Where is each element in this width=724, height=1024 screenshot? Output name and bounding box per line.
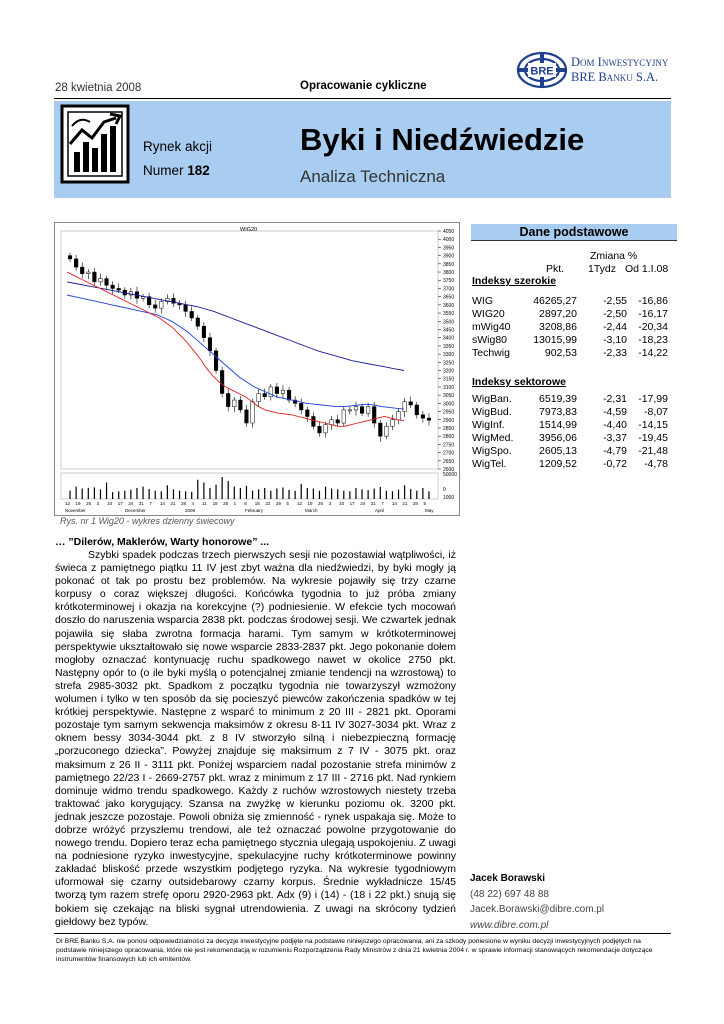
candle-body	[245, 410, 249, 423]
month-label: December	[125, 508, 146, 513]
volume-bar	[76, 487, 77, 499]
volume-bar	[386, 491, 387, 499]
volume-bar	[368, 490, 369, 499]
index-pkt: 46265,27	[533, 295, 577, 307]
date-tick-label: 26	[86, 501, 92, 506]
index-y: -16,17	[638, 308, 668, 320]
volume-bar	[222, 477, 223, 499]
candle-body	[220, 371, 224, 394]
candle-body	[196, 318, 200, 326]
candle-body	[202, 326, 206, 337]
wig20-candlestick-chart	[55, 223, 459, 515]
volume-bar	[410, 489, 411, 499]
author-name: Jacek Borawski	[470, 873, 546, 884]
volume-bar	[301, 484, 302, 499]
date-tick-label: 28	[412, 501, 418, 506]
candle-body	[80, 267, 84, 274]
volume-bar	[228, 481, 229, 499]
candle-body	[378, 423, 382, 436]
brand-line2: BRE Banku S.A.	[571, 70, 659, 84]
price-tick-label: 3100	[443, 384, 455, 391]
date-tick-label: 12	[296, 501, 302, 506]
volume-bar	[343, 491, 344, 499]
price-tick-label: 2600	[443, 467, 455, 473]
volume-bar	[337, 489, 338, 499]
index-w: -3,10	[603, 334, 627, 346]
price-tick-label: 3650	[443, 294, 455, 301]
wig20-chart-frame	[54, 222, 460, 516]
date-tick-label: 26	[318, 501, 324, 506]
brand-name	[571, 55, 668, 85]
index-name: WigBan.	[472, 393, 512, 405]
volume-bar	[112, 492, 113, 499]
candle-body	[312, 416, 316, 426]
date-tick-label: 3	[328, 501, 332, 506]
index-pkt: 1209,52	[539, 458, 577, 470]
index-row	[472, 458, 668, 471]
date-tick-label: 14	[391, 501, 397, 506]
volume-bar	[252, 491, 253, 499]
price-tick-label: 3050	[443, 393, 455, 400]
article-body	[55, 549, 456, 929]
index-row	[472, 308, 668, 321]
article-heading: … ”Dilerów, Maklerów, Warty honorowe” ...	[55, 536, 270, 548]
col-header-week: 1Tydz	[588, 263, 617, 275]
issue-number-label: Numer	[143, 163, 184, 178]
price-tick-label: 4050	[443, 229, 455, 235]
volume-bar	[422, 488, 423, 499]
candle-body	[257, 393, 261, 401]
index-row	[472, 347, 668, 360]
volume-bar	[130, 490, 131, 499]
date-tick-label: 25	[223, 501, 229, 506]
candle-body	[86, 272, 90, 274]
price-tick-label: 3250	[443, 360, 455, 367]
index-w: -2,31	[603, 393, 627, 405]
index-row	[472, 295, 668, 308]
candle-body	[330, 420, 334, 425]
volume-bar	[404, 485, 405, 499]
date-tick-label: 7	[149, 501, 152, 506]
date-tick-label: 15	[254, 501, 260, 506]
candle-body	[99, 279, 103, 282]
month-label: November	[65, 508, 86, 513]
page-subtitle: Analiza Techniczna	[300, 167, 446, 186]
date-tick-label: 24	[128, 501, 134, 506]
wide-indices-title: Indeksy szerokie	[472, 275, 557, 287]
price-tick-label: 3750	[443, 278, 455, 285]
candle-body	[251, 402, 255, 423]
volume-bar	[349, 491, 350, 499]
date-tick-label: 14	[159, 501, 165, 506]
volume-bar	[209, 488, 210, 499]
date-tick-label: 8	[244, 501, 247, 506]
price-tick-label: 3700	[443, 286, 455, 293]
author-block	[470, 871, 604, 933]
index-pkt: 6519,39	[539, 393, 577, 405]
index-name: WIG	[472, 295, 493, 307]
index-y: -18,23	[638, 334, 668, 346]
candle-body	[372, 407, 376, 423]
volume-bar	[331, 489, 332, 499]
candle-body	[427, 418, 431, 420]
date-tick-label: 7	[381, 501, 384, 506]
candle-body	[385, 426, 389, 436]
index-y: -16,86	[638, 295, 668, 307]
volume-bar	[325, 487, 326, 499]
index-name: WigSpo.	[472, 445, 512, 457]
index-pkt: 3956,06	[539, 432, 577, 444]
volume-bar	[215, 485, 216, 499]
date-tick-label: 4	[191, 501, 195, 506]
svg-text:BRE: BRE	[530, 65, 554, 78]
volume-bar	[167, 485, 168, 499]
price-tick-label: 3600	[443, 302, 455, 309]
candle-body	[159, 302, 163, 309]
price-tick-label: 2900	[443, 417, 455, 424]
volume-plot-area	[61, 473, 438, 499]
volume-bar	[361, 489, 362, 499]
candle-body	[275, 387, 279, 394]
candle-body	[391, 420, 395, 427]
price-tick-label: 2800	[443, 434, 455, 441]
index-name: WigInf.	[472, 419, 505, 431]
index-pkt: 2897,20	[539, 308, 577, 320]
section-label: Rynek akcji	[143, 139, 213, 154]
volume-bar	[142, 487, 143, 499]
sector-indices-title: Indeksy sektorowe	[472, 376, 566, 388]
bull-bear-emblem-icon	[60, 104, 130, 184]
index-y: -17,99	[638, 393, 668, 405]
candle-body	[190, 311, 194, 318]
volume-bar	[288, 490, 289, 499]
col-header-ytd: Od 1.I.08	[625, 263, 669, 275]
volume-bar	[276, 489, 277, 499]
candle-body	[415, 405, 419, 415]
price-tick-label: 2650	[443, 458, 455, 465]
volume-bar	[197, 480, 198, 499]
candle-body	[93, 272, 97, 282]
price-tick-label: 3200	[443, 368, 455, 375]
candle-body	[214, 351, 218, 371]
date-tick-label: 11	[202, 501, 207, 506]
price-tick-label: 3300	[443, 352, 455, 359]
volume-bar	[380, 487, 381, 499]
date-tick-label: 5	[423, 501, 426, 506]
volume-bar	[118, 491, 119, 499]
volume-bar	[240, 488, 241, 499]
index-y: -19,45	[638, 432, 668, 444]
index-pkt: 1514,99	[539, 419, 577, 431]
candle-body	[287, 390, 291, 400]
candle-body	[208, 338, 212, 351]
price-tick-label: 2850	[443, 425, 455, 432]
date-tick-label: 10	[339, 501, 345, 506]
index-y: -21,48	[638, 445, 668, 457]
candle-body	[342, 410, 346, 423]
candle-body	[263, 393, 267, 396]
index-pkt: 7973,83	[539, 406, 577, 418]
col-header-pkt: Pkt.	[546, 263, 565, 275]
volume-bar	[94, 487, 95, 499]
candle-body	[409, 402, 413, 405]
index-w: -4,40	[603, 419, 627, 431]
issue-number-value: 182	[187, 163, 210, 178]
price-tick-label: 3550	[443, 311, 455, 318]
candle-body	[105, 279, 109, 286]
volume-bar	[234, 487, 235, 499]
price-tick-label: 2700	[443, 450, 455, 457]
index-y: -8,07	[644, 406, 668, 418]
index-name: sWig80	[472, 334, 508, 346]
date-tick-label: 21	[170, 501, 176, 506]
index-name: WigTel.	[472, 458, 507, 470]
website-link[interactable]: www.dibre.com.pl	[470, 919, 549, 931]
candle-body	[366, 407, 370, 414]
index-name: WigBud.	[472, 406, 512, 418]
price-tick-label: 3950	[443, 245, 455, 252]
volume-bar	[82, 489, 83, 499]
volume-bar	[398, 490, 399, 499]
date-tick-label: 31	[138, 501, 144, 506]
volume-bar	[179, 491, 180, 499]
index-name: Techwig	[472, 347, 510, 359]
date-tick-label: 24	[360, 501, 366, 506]
index-row	[472, 406, 668, 419]
index-y: -14,15	[638, 419, 668, 431]
date-tick-label: 17	[349, 501, 355, 506]
index-w: -4,79	[603, 445, 627, 457]
volume-bar	[246, 486, 247, 499]
issue-number	[143, 163, 210, 178]
volume-bar	[173, 489, 174, 499]
date-tick-label: 17	[117, 501, 123, 506]
volume-bar	[185, 491, 186, 499]
data-panel-header: Dane podstawowe	[471, 224, 677, 241]
volume-bar	[264, 488, 265, 499]
chart-title: WIG20	[240, 227, 258, 233]
change-header: Zmiana %	[590, 250, 638, 262]
volume-bar	[136, 488, 137, 499]
candle-body	[403, 402, 407, 412]
index-w: -2,33	[603, 347, 627, 359]
volume-bar	[355, 488, 356, 499]
brand-line1: Dom Inwestycyjny	[571, 55, 669, 69]
volume-bar	[88, 488, 89, 499]
candle-body	[232, 400, 236, 407]
index-name: WIG20	[472, 308, 505, 320]
date-tick-label: 3	[96, 501, 100, 506]
volume-bar	[161, 491, 162, 499]
volume-bar	[258, 489, 259, 499]
candle-body	[360, 407, 364, 414]
author-email[interactable]: Jacek.Borawski@dibre.com.pl	[470, 904, 605, 915]
volume-bar	[100, 489, 101, 499]
date-tick-label: 19	[307, 501, 313, 506]
month-label: February	[245, 508, 264, 513]
price-tick-label: 3350	[443, 343, 455, 350]
index-w: -2,44	[603, 321, 627, 333]
volume-bar	[191, 492, 192, 499]
index-y: -14,22	[638, 347, 668, 359]
report-date: 28 kwietnia 2008	[55, 82, 142, 94]
index-row	[472, 419, 668, 432]
price-tick-label: 3900	[443, 253, 455, 260]
volume-tick-label: 0	[443, 487, 446, 493]
volume-bar	[106, 483, 107, 500]
candle-body	[318, 426, 322, 433]
index-w: -0,72	[603, 458, 627, 470]
index-name: mWig40	[472, 321, 511, 333]
month-label: 2008	[185, 508, 196, 513]
price-tick-label: 3000	[443, 401, 455, 408]
volume-bar	[295, 491, 296, 499]
candle-body	[397, 412, 401, 420]
index-pkt: 13015,99	[533, 334, 577, 346]
index-pkt: 2605,13	[539, 445, 577, 457]
author-phone: (48 22) 697 48 88	[470, 888, 549, 900]
index-w: -2,50	[603, 308, 627, 320]
index-y: -20,34	[638, 321, 668, 333]
month-label: May	[425, 508, 434, 513]
candle-body	[111, 285, 115, 288]
price-tick-label: 3450	[443, 327, 455, 334]
header-rule	[54, 98, 671, 99]
date-tick-label: 10	[107, 501, 113, 506]
index-row	[472, 445, 668, 458]
candle-body	[153, 305, 157, 308]
volume-bar	[374, 489, 375, 499]
index-row	[472, 393, 668, 406]
candle-body	[269, 387, 273, 397]
volume-bar	[155, 491, 156, 499]
date-tick-label: 12	[65, 501, 71, 506]
volume-bar	[319, 491, 320, 499]
candle-body	[305, 410, 309, 417]
date-tick-label: 31	[370, 501, 376, 506]
candle-body	[348, 410, 352, 411]
volume-bar	[416, 491, 417, 499]
footer-rule	[54, 933, 671, 934]
volume-tick-label: 50000	[443, 472, 457, 478]
candle-body	[184, 305, 188, 312]
volume-bar	[203, 483, 204, 500]
volume-bar	[124, 491, 125, 499]
price-tick-label: 2950	[443, 409, 455, 416]
date-tick-label: 29	[275, 501, 281, 506]
candle-body	[354, 407, 358, 410]
index-w: -2,55	[603, 295, 627, 307]
candle-body	[324, 425, 328, 433]
candle-body	[336, 420, 340, 423]
date-tick-label: 5	[286, 501, 289, 506]
price-tick-label: 3400	[443, 335, 455, 342]
month-label: April	[375, 508, 385, 513]
index-y: -4,78	[644, 458, 668, 470]
price-tick-label: 3800	[443, 270, 455, 277]
candle-body	[226, 393, 230, 406]
index-row	[472, 334, 668, 347]
disclaimer: DI BRE Banku S.A. nie ponosi odpowiedzialności za decyzje inwestycyjne podjęte na podstawie niniejszego opracowania, ani za szkody poniesione w wyniku decyzji inwestycyjnych podjętych na podstawie niniejszego opracowania, które nie jest rekomendacją w rozumieniu Rozporządzenia Rady Ministrów z dnia 21 kwietnia 2004 r. w sprawie informacji stanowiących rekomendacje dotyczące instrumentów finansowych lub ich emitentów.	[56, 938, 653, 963]
index-w: -4,59	[603, 406, 627, 418]
candle-body	[239, 400, 243, 410]
bre-logo-icon	[516, 50, 568, 90]
page-title: Byki i Niedźwiedzie	[300, 122, 585, 157]
index-pkt: 3208,86	[539, 321, 577, 333]
chart-caption: Rys. nr 1 Wig20 - wykres dzienny świecowy	[60, 516, 235, 526]
article-paragraph: Szybki spadek podczas trzech pierwszych sesji nie pozostawiał wątpliwości, iż świeca z pamiętnego piątku 11 IV jest zbyt ważna dla niedźwiedzi, by byki mogły ją pokonać ot tak po prostu bez problemów. Na wykresie pojawiły się trzy czarne korpusy o coraz większej długości. Końcówka tygodnia to już próba zmiany krótkoterminowej i okazja na korekcyjne (?) podniesienie. W efekcie tych mocowań doszło do naruszenia wsparcia 2838 pkt. podczas środowej sesji. We czwartek jednak pojawiła się słaba zwrotna formacja harami. Tym samym w krótkoterminowej perspektywie ukształtowało się nowe wsparcie 2833-2837 pkt. Jego pokonanie dołem mogłoby oznaczać kontynuację ruchu spadkowego nawet w okolice 2750 pkt. Następny opór to (o ile byki myślą o potencjalnej zmianie tendencji na wzrostową) to strefa 2985-3032 pkt. Spadkom z początku tygodnia nie towarzyszył wzmożony wolumen i tylko w ten sposób da się pocieszyć piewców zakończenia spadków w tej krótkiej perspektywie. Następne z wsparć to minimum z 20 III - 2821 pkt. Oporami pozostaje tym samym sekwencja maksimów z okresu 8-11 IV 3027-3034 pkt. Wraz z oknem bessy 3034-3044 pkt. z 8 IV stworzyło silną i niebezpieczną formację „porzuconego dziecka”. Powyżej znajduje się maksimum z 7 IV - 3075 pkt. oraz maksimum z 26 II - 3111 pkt. Poniżej wsparciem nadal pozostanie strefa minimów z pamiętnego 22/23 I - 2669-2757 pkt. wraz z minimum z 17 III - 2716 pkt. Nad rynkiem dominuje widmo trendu spadkowego. Każdy z ruchów wzrostowych niestety trzeba traktować jako korygujący. Szansa na zwyżkę w kierunku poziomu ok. 3200 pkt. jednak jeszcze pozostaje. Powoli obniża się zmienność - rynek uspakaja się. Może to dobrze wróżyć przyszłemu trendowi, ale też oznaczać powolne przygotowanie do nowego trendu. Dopiero teraz echa pamiętnego stycznia ulegają uspokojeniu. Z uwagi na podniesione ryzyko inwestycyjne, spekulacyjne ruchy krótkoterminowe powinny zakładać bliskość przede wszystkim podjętego ryzyka. Na wykresie tygodniowym uformował się czarny outsidebarowy czarny korpus. Średnie wykładnicze 15/45 tworzą tym razem strefę oporu 2920-2963 pkt. Adx (9) i (14) - (18 i 22 pkt.) snują się bokiem się czekając na bliski sygnał utrendowienia. Z uwagi na skrócony tydzień giełdowy bez typów.	[55, 549, 456, 928]
candle-body	[117, 288, 121, 290]
index-name: WigMed.	[472, 432, 514, 444]
candle-body	[421, 415, 425, 418]
index-pkt: 902,53	[544, 347, 577, 359]
price-tick-label: 3500	[443, 319, 455, 326]
report-cycle: Opracowanie cykliczne	[300, 80, 427, 92]
month-label: March	[305, 508, 318, 513]
price-tick-label: 3850	[443, 261, 455, 268]
date-tick-label: 18	[212, 501, 218, 506]
volume-bar	[428, 491, 429, 499]
price-tick-label: 2750	[443, 442, 455, 449]
price-tick-label: 3150	[443, 376, 455, 383]
volume-bar	[270, 491, 271, 499]
date-tick-label: 1	[233, 501, 237, 506]
volume-bar	[313, 489, 314, 499]
price-tick-label: 4000	[443, 237, 455, 244]
date-tick-label: 19	[75, 501, 81, 506]
date-tick-label: 28	[180, 501, 186, 506]
candle-body	[281, 390, 285, 393]
index-row	[472, 432, 668, 445]
candle-body	[74, 259, 78, 267]
volume-bar	[149, 489, 150, 499]
candle-body	[299, 403, 303, 410]
candle-body	[68, 256, 72, 259]
volume-tick-label: 1000	[443, 495, 455, 501]
volume-bar	[282, 487, 283, 499]
volume-bar	[392, 491, 393, 499]
date-tick-label: 22	[265, 501, 271, 506]
index-w: -3,37	[603, 432, 627, 444]
index-row	[472, 321, 668, 334]
date-tick-label: 21	[402, 501, 408, 506]
volume-bar	[69, 491, 70, 499]
volume-bar	[307, 488, 308, 499]
